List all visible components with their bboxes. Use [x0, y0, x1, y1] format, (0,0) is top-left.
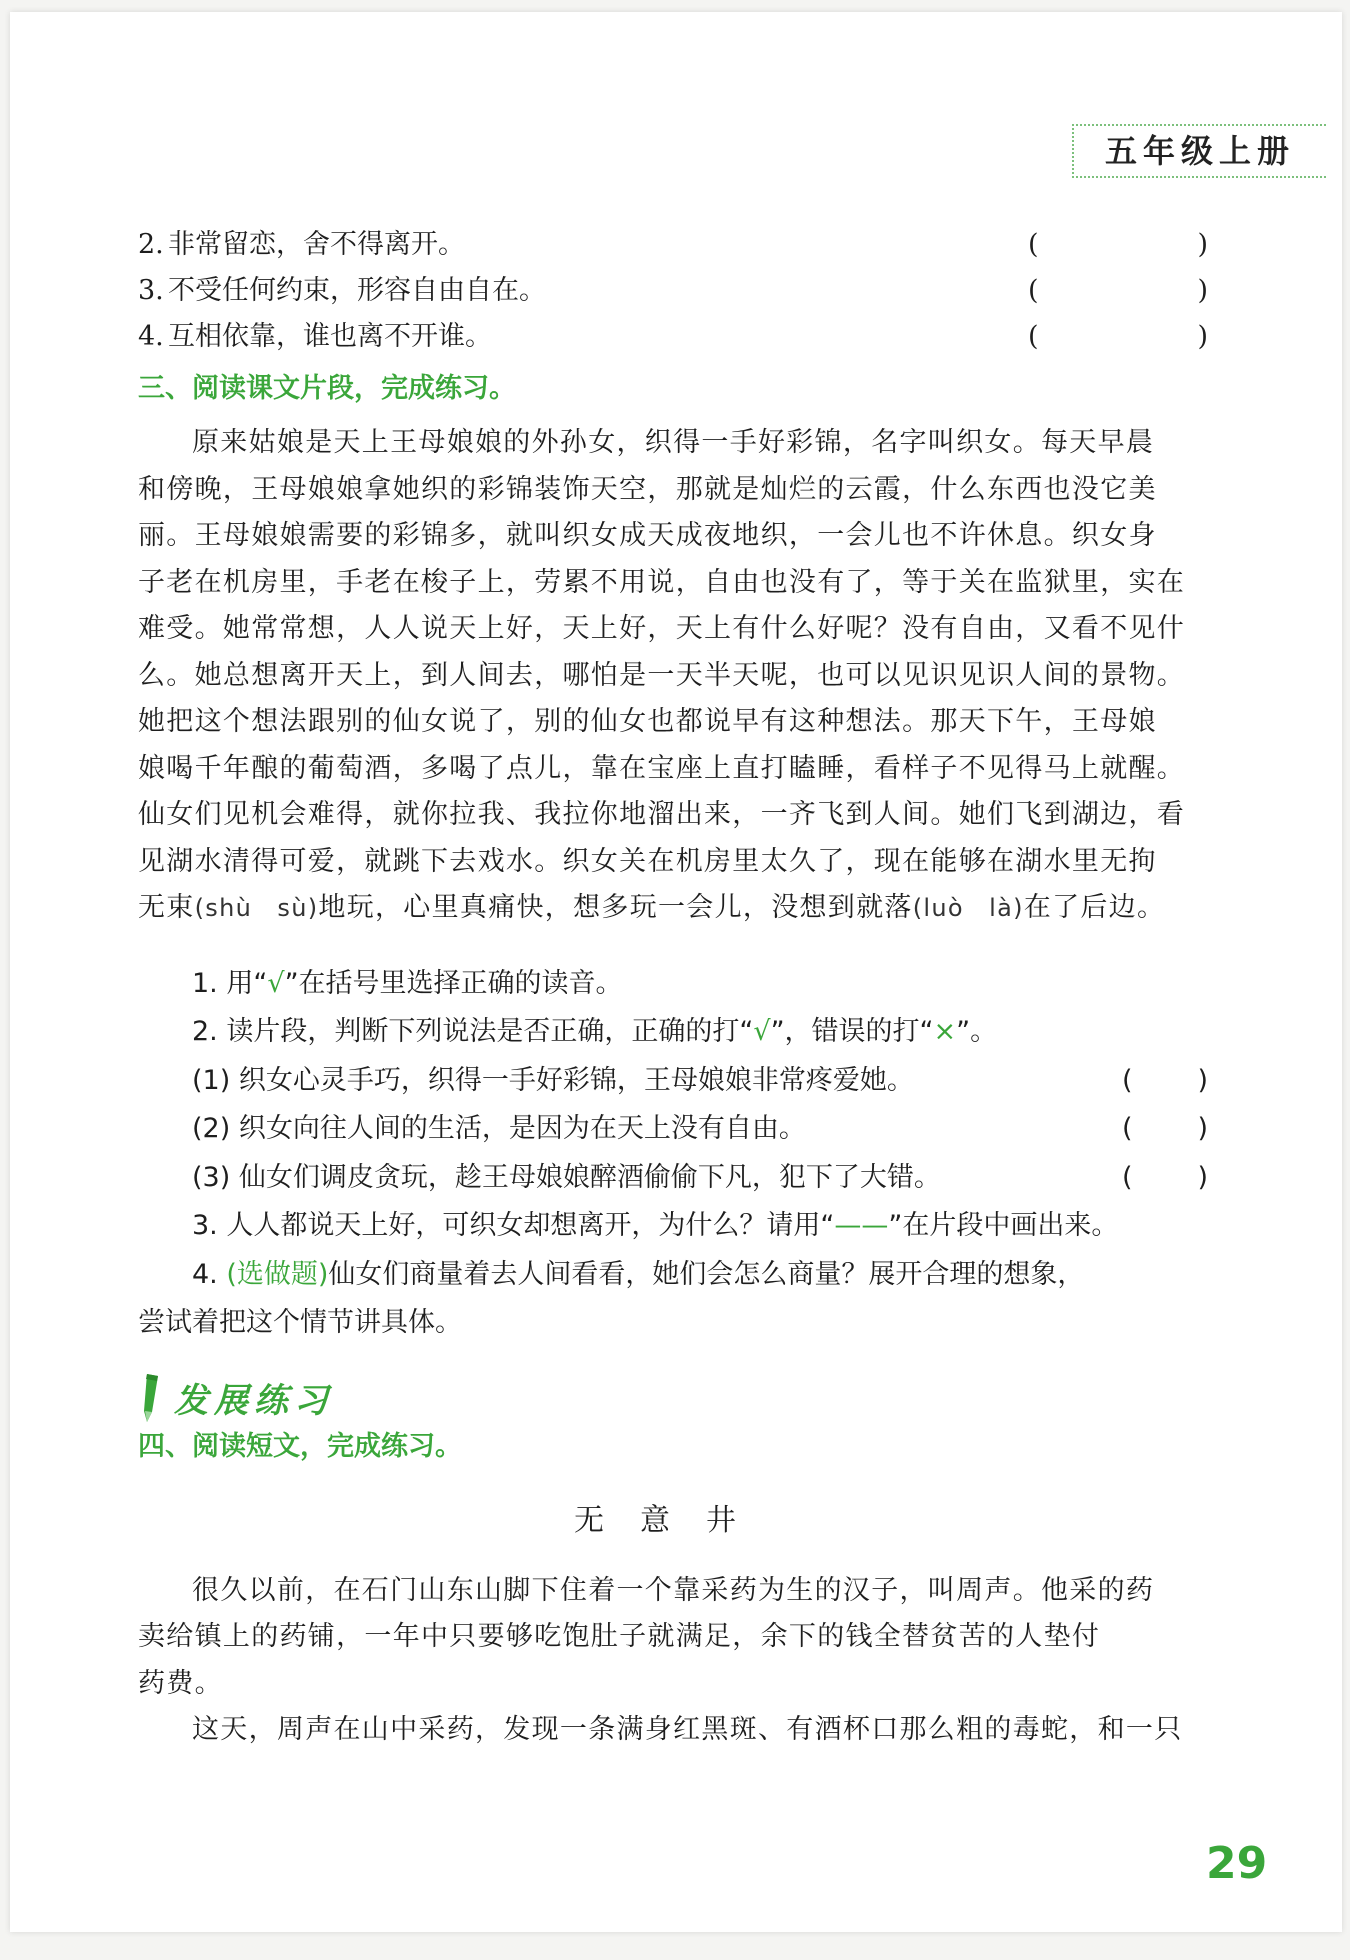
page-number: 29 — [1206, 1838, 1268, 1889]
answer-blank[interactable]: ( ) — [1122, 1064, 1208, 1096]
top-item: 2. 非常留恋，舍不得离开。 ( ) — [138, 222, 1208, 268]
story-title: 无意井 — [574, 1502, 772, 1538]
question-1: 1. 用“√”在括号里选择正确的读音。 — [192, 967, 623, 999]
answer-blank[interactable]: ( ) — [1028, 321, 1208, 352]
judge-item: (3) 仙女们调皮贪玩，趁王母娘娘醉酒偷偷下凡，犯下了大错。 ( ) — [138, 1154, 1208, 1203]
pencil-icon — [138, 1372, 164, 1424]
answer-blank[interactable]: ( ) — [1028, 229, 1208, 260]
pinyin-choice-1[interactable]: (shù sù) — [194, 894, 319, 922]
workbook-page — [10, 12, 1342, 1932]
answer-blank[interactable]: ( ) — [1122, 1113, 1208, 1144]
judge-item: (2) 织女向往人间的生活，是因为在天上没有自由。 ( ) — [138, 1105, 1208, 1154]
page-content — [138, 222, 1208, 1754]
question-4: 4. (选做题)仙女们商量着去人间看看，她们会怎么商量？展开合理的想象， — [192, 1258, 1085, 1290]
question-3: 3. 人人都说天上好，可织女却想离开，为什么？请用“——”在片段中画出来。 — [192, 1210, 1119, 1241]
top-item: 4. 互相依靠，谁也离不开谁。 ( ) — [138, 314, 1208, 360]
cross-mark: × — [933, 1016, 957, 1047]
judge-item: (1) 织女心灵手巧，织得一手好彩锦，王母娘娘非常疼爱她。 ( ) — [138, 1057, 1208, 1106]
top-item: 3. 不受任何约束，形容自由自在。 ( ) — [138, 268, 1208, 314]
check-mark: √ — [753, 1016, 771, 1047]
question-4-cont: 尝试着把这个情节讲具体。 — [138, 1307, 462, 1338]
grade-label: 五年级上册 — [1072, 124, 1326, 178]
story-passage: 很久以前，在石门山东山脚下住着一个靠采药为生的汉子，叫周声。他采的药 卖给镇上的药铺，一年中只要够吃饱肚子就满足，余下的钱全替贫苦的人垫付 药费。 这天，周声在山中采药，发现一条满身红黑斑、有酒杯口那么粗的毒蛇，和一只 — [138, 1574, 1183, 1745]
answer-blank[interactable]: ( ) — [1028, 275, 1208, 306]
answer-blank[interactable]: ( ) — [1122, 1161, 1208, 1193]
development-heading: 发展练习 — [138, 1372, 1208, 1424]
pinyin-choice-2[interactable]: (luò là) — [912, 894, 1024, 922]
section-4-heading: 四、阅读短文，完成练习。 — [138, 1430, 462, 1462]
check-mark: √ — [267, 967, 285, 999]
question-2: 2. 读片段，判断下列说法是否正确，正确的打“√”，错误的打“×”。 — [192, 1016, 998, 1047]
underline-mark: —— — [834, 1210, 889, 1241]
passage-last-line: 无束(shù sù)地玩，心里真痛快，想多玩一会儿，没想到就落(luò là)在了后边。 — [138, 892, 1166, 923]
optional-tag: (选做题) — [226, 1258, 329, 1290]
section-3-heading: 三、阅读课文片段，完成练习。 — [138, 373, 516, 404]
passage: 原来姑娘是天上王母娘娘的外孙女，织得一手好彩锦，名字叫织女。每天早晨 和傍晚，王母娘娘拿她织的彩锦装饰天空，那就是灿烂的云霞，什么东西也没它美 丽。王母娘娘需要的彩锦多，就叫织女成天成夜地织，一会儿也不许休息。织女身 子老在机房里，手老在梭子上，劳累不用说，自由也没有了，等于关在监狱里，实在 难受。她常常想，人人说天上好，天上好，天上有什么好呢？没有自由，又看不见什 么。她总想离开天上，到人间去，哪怕是一天半天呢，也可以见识见识人间的景物。 她把这个想法跟别的仙女说了，别的仙女也都说早有这种想法。那天下午，王母娘 娘喝千年酿的葡萄酒，多喝了点儿，靠在宝座上直打瞌睡，看样子不见得马上就醒。 仙女们见机会难得，就你拉我、我拉你地溜出来，一齐飞到人间。她们飞到湖边，看 见湖水清得可爱，就跳下去戏水。织女关在机房里太久了，现在能够在湖水里无拘 无束(shù sù)地玩，心里真痛快，想多玩一会儿，没想到就落(luò là)在了后边。 — [138, 420, 1208, 932]
